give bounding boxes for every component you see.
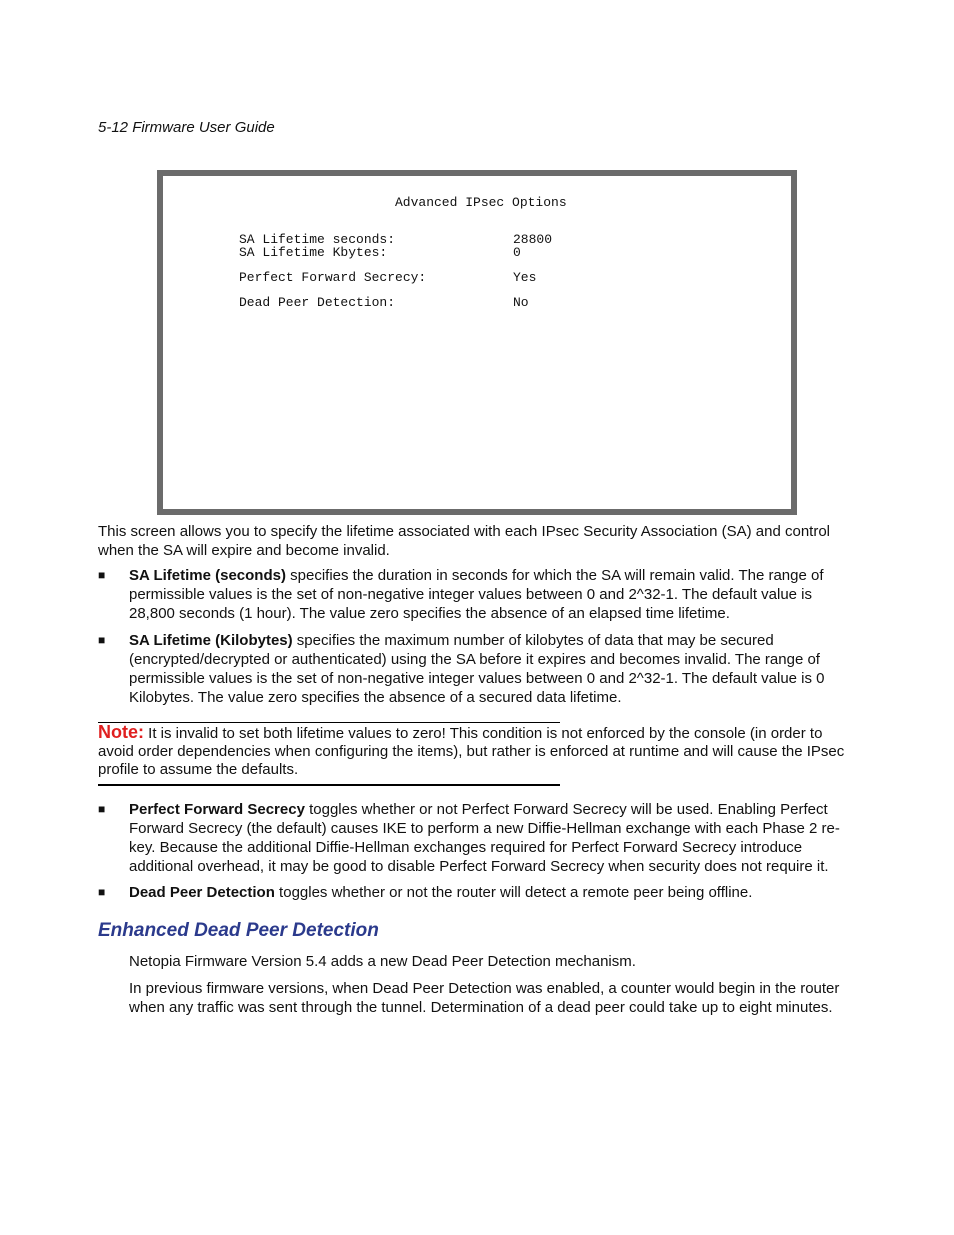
- bullet-square-icon: ■: [98, 568, 106, 582]
- console-title: Advanced IPsec Options: [395, 195, 567, 210]
- console-screen: [157, 170, 797, 515]
- bullet-text: specifies the maximum number of kilobytes of data that may be secured (encrypted/decrypted or authenticated) using the SA before it expires and becomes invalid. The range of permissible values is the set of non-negative integer values between 0 and 2^32-1. The default value is 0 Kilobytes. The value zero specifies the absence of a secured data lifetime.: [129, 632, 825, 706]
- note-label: Note:: [98, 722, 144, 742]
- page-header: 5-12 Firmware User Guide: [98, 119, 275, 136]
- bullet-text: toggles whether or not Perfect Forward Secrecy will be used. Enabling Perfect Forward Secrecy (the default) causes IKE to perform a new Diffie-Hellman exchange with each Phase 2 re-key. Because the additional Diffie-Hellman exchanges required for Perfect Forward Secrecy introduce additional overhead, it may be good to disable Perfect Forward Secrecy when security does not require it.: [129, 801, 840, 875]
- note-bottom-rule: [98, 784, 560, 786]
- bullet-term: Perfect Forward Secrecy: [129, 801, 305, 818]
- console-label-sa-lifetime-kbytes: SA Lifetime Kbytes:: [239, 245, 388, 260]
- intro-paragraph: This screen allows you to specify the lifetime associated with each IPsec Security Association (SA) and control when the SA will expire and become invalid.: [98, 523, 831, 559]
- console-value-perfect-forward-secrecy[interactable]: Yes: [513, 270, 537, 285]
- console-value-dead-peer-detection[interactable]: No: [513, 295, 529, 310]
- bullet-text: toggles whether or not the router will detect a remote peer being offline.: [274, 884, 753, 901]
- console-label-perfect-forward-secrecy: Perfect Forward Secrecy:: [239, 270, 427, 285]
- console-label-dead-peer-detection: Dead Peer Detection:: [239, 295, 396, 310]
- section-heading: Enhanced Dead Peer Detection: [98, 920, 379, 941]
- note-block: [98, 723, 858, 779]
- bullet-square-icon: ■: [98, 885, 106, 899]
- bullet-term: SA Lifetime (seconds): [129, 567, 286, 584]
- bullet-term: Dead Peer Detection: [129, 884, 275, 901]
- console-value-sa-lifetime-seconds[interactable]: 28800: [513, 232, 553, 247]
- note-text: It is invalid to set both lifetime values to zero! This condition is not enforced by the console (in order to avoid order dependencies when configuring the items), but rather is enforced at runtime and will cause the IPsec profile to assume the defaults.: [98, 725, 845, 778]
- console-label-sa-lifetime-seconds: SA Lifetime seconds:: [239, 232, 396, 247]
- section-paragraph-1: Netopia Firmware Version 5.4 adds a new Dead Peer Detection mechanism.: [129, 953, 636, 970]
- console-value-sa-lifetime-kbytes[interactable]: 0: [513, 245, 521, 260]
- section-paragraph-2: In previous firmware versions, when Dead Peer Detection was enabled, a counter would begin in the router when any traffic was sent through the tunnel. Determination of a dead peer could take up to eight minutes.: [129, 980, 840, 1016]
- bullet-text: specifies the duration in seconds for which the SA will remain valid. The range of permissible values is the set of non-negative integer values between 0 and 2^32-1. The default value is 28,800 seconds (1 hour). The value zero specifies the absence of an elapsed time lifetime.: [129, 567, 824, 622]
- bullet-square-icon: ■: [98, 802, 106, 816]
- bullet-square-icon: ■: [98, 633, 106, 647]
- bullet-term: SA Lifetime (Kilobytes): [129, 632, 293, 649]
